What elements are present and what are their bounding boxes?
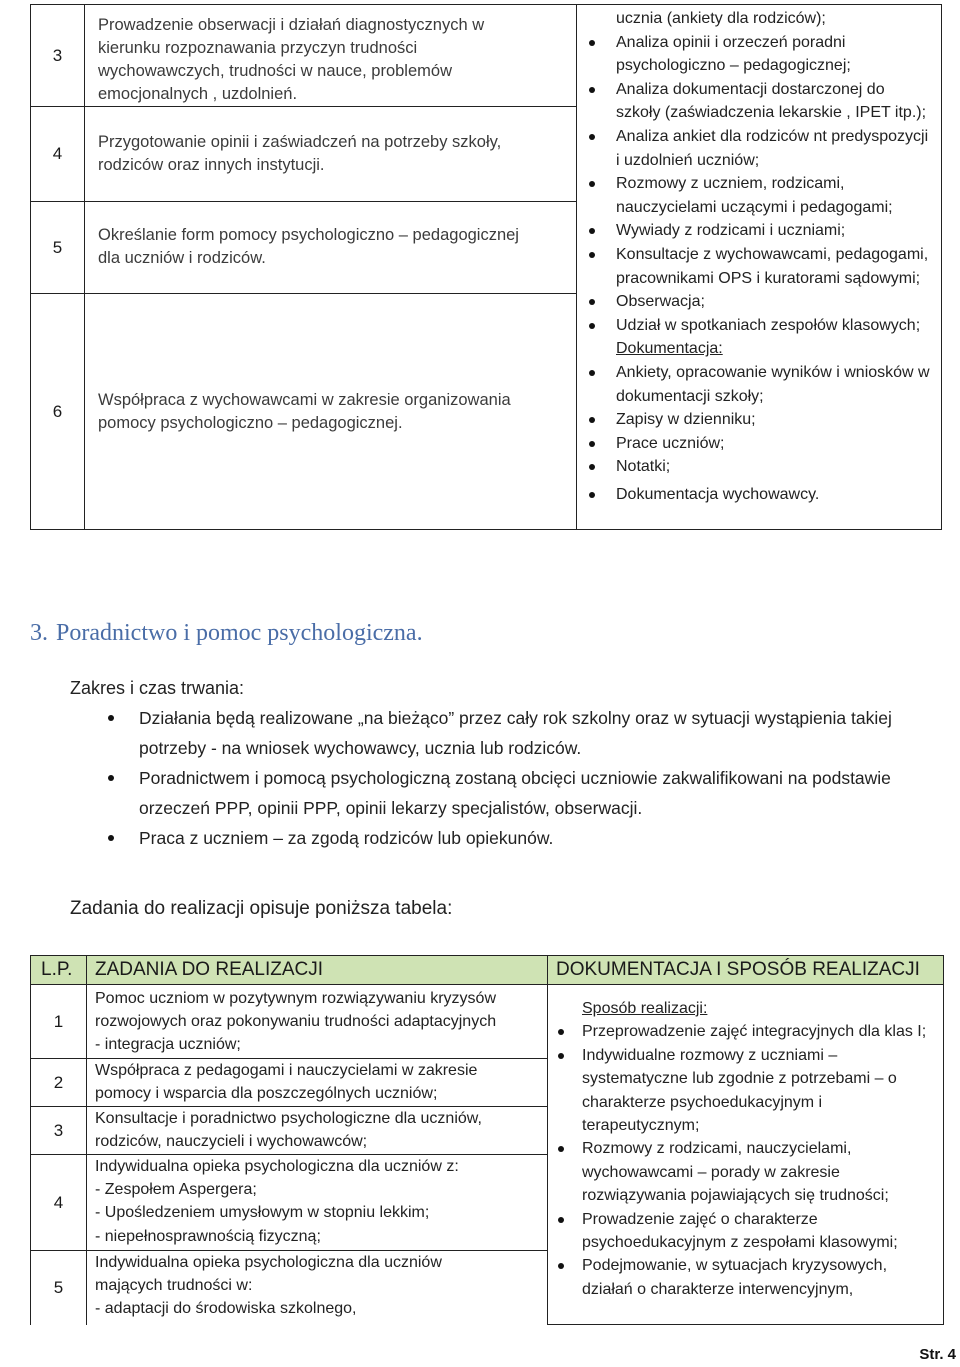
list-item: Ankiety, opracowanie wyników i wniosków w dokumentacji szkoły; bbox=[585, 361, 933, 408]
list-item: Przeprowadzenie zajęć integracyjnych dla klas I; bbox=[554, 1020, 935, 1043]
doc-list bbox=[585, 31, 933, 338]
row-number: 6 bbox=[31, 294, 85, 530]
task-line: - Upośledzeniem umysłowym w stopniu lekkim; bbox=[95, 1204, 430, 1222]
header-lp: L.P. bbox=[31, 956, 87, 985]
task-cell bbox=[87, 985, 548, 1059]
list-item: Dokumentacja wychowawcy. bbox=[585, 483, 933, 507]
list-item: Prowadzenie zajęć o charakterze psychoedukacyjnym z zespołami klasowymi; bbox=[554, 1208, 935, 1255]
table-row bbox=[31, 5, 942, 107]
section-heading bbox=[30, 620, 423, 647]
section-number: 3. bbox=[30, 620, 48, 646]
doc-heading: Dokumentacja: bbox=[616, 340, 723, 358]
task-line: rozwojowych oraz pokonywaniu trudności adaptacyjnych bbox=[95, 1013, 497, 1031]
page-number: Str. 4 bbox=[919, 1346, 956, 1363]
task-line: rodziców, nauczycieli i wychowawców; bbox=[95, 1133, 368, 1151]
list-item: Obserwacja; bbox=[585, 290, 933, 314]
section-title: Poradnictwo i pomoc psychologiczna. bbox=[56, 620, 423, 646]
task-line: pomocy i wsparcia dla poszczególnych uczniów; bbox=[95, 1085, 438, 1103]
task-line: - Zespołem Aspergera; bbox=[95, 1181, 257, 1199]
doc-list-2 bbox=[585, 361, 933, 507]
row-number: 5 bbox=[31, 1251, 87, 1325]
top-table bbox=[30, 4, 942, 530]
table-row bbox=[31, 985, 944, 1059]
list-item: Praca z uczniem – za zgodą rodziców lub opiekunów. bbox=[104, 823, 924, 853]
task-line: Współpraca z wychowawcami w zakresie organizowania bbox=[98, 390, 511, 409]
tasks-table bbox=[30, 955, 944, 1325]
task-line: dla uczniów i rodziców. bbox=[98, 249, 266, 267]
task-line: mających trudności w: bbox=[95, 1277, 253, 1295]
list-item: Zapisy w dzienniku; bbox=[585, 408, 933, 432]
task-line: wychowawczych, trudności w nauce, problemów bbox=[98, 62, 452, 80]
task-line: Indywidualna opieka psychologiczna dla uczniów bbox=[95, 1254, 442, 1271]
task-line: - niepełnosprawnością fizyczną; bbox=[95, 1227, 321, 1245]
row-number: 5 bbox=[31, 202, 85, 294]
task-line: - adaptacji do środowiska szkolnego, bbox=[95, 1300, 357, 1318]
task-line: Współpraca z pedagogami i nauczycielami w zakresie bbox=[95, 1062, 478, 1079]
task-line: kierunku rozpoznawania przyczyn trudności bbox=[98, 39, 418, 57]
row-number: 3 bbox=[31, 5, 85, 107]
list-item: Działania będą realizowane „na bieżąco” przez cały rok szkolny oraz w sytuacji wystąpienia takiej potrzeby - na wniosek wychowawcy, ucznia lub rodziców. bbox=[104, 703, 924, 763]
task-line: Konsultacje i poradnictwo psychologiczne dla uczniów, bbox=[95, 1110, 482, 1127]
list-item: Analiza dokumentacji dostarczonej do szkoły (zaświadczenia lekarskie , IPET itp.); bbox=[585, 78, 933, 125]
task-line: Określanie form pomocy psychologiczno – pedagogicznej bbox=[98, 226, 519, 244]
list-item: Notatki; bbox=[585, 455, 933, 479]
task-cell bbox=[87, 1059, 548, 1107]
table-header-row bbox=[31, 956, 944, 985]
list-item: Podejmowanie, w sytuacjach kryzysowych, działań o charakterze interwencyjnym, bbox=[554, 1254, 935, 1301]
list-item: Poradnictwem i pomocą psychologiczną zostaną obcięci uczniowie zakwalifikowani na podstawie orzeczeń PPP, opinii PPP, opinii lekarzy specjalistów, obserwacji. bbox=[104, 763, 924, 823]
task-line: Prowadzenie obserwacji i działań diagnostycznych w bbox=[98, 16, 485, 34]
task-cell bbox=[87, 1107, 548, 1155]
task-line: - integracja uczniów; bbox=[95, 1036, 241, 1054]
list-item: Rozmowy z rodzicami, nauczycielami, wychowawcami – porady w zakresie rozwiązywania pojawiających się trudności; bbox=[554, 1137, 935, 1207]
row-number: 2 bbox=[31, 1059, 87, 1107]
tasks-label: Zadania do realizacji opisuje poniższa tabela: bbox=[70, 898, 453, 919]
documentation-cell bbox=[548, 985, 944, 1325]
documentation-cell bbox=[577, 5, 942, 530]
list-item: Udział w spotkaniach zespołów klasowych; bbox=[585, 314, 933, 338]
task-line: Pomoc uczniom w pozytywnym rozwiązywaniu kryzysów bbox=[95, 990, 496, 1007]
list-item: Konsultacje z wychowawcami, pedagogami, pracownikami OPS i kuratorami sądowymi; bbox=[585, 243, 933, 290]
task-cell bbox=[87, 1251, 548, 1325]
row-number: 4 bbox=[31, 1155, 87, 1251]
task-line: pomocy psychologiczno – pedagogicznej. bbox=[98, 413, 403, 432]
list-item: Rozmowy z uczniem, rodzicami, nauczycielami uczącymi i pedagogami; bbox=[585, 172, 933, 219]
header-documentation: DOKUMENTACJA I SPOSÓB REALIZACJI bbox=[548, 956, 944, 985]
row-number: 1 bbox=[31, 985, 87, 1059]
list-item: Prace uczniów; bbox=[585, 432, 933, 456]
doc-heading: Sposób realizacji: bbox=[582, 1000, 708, 1017]
list-item: Analiza opinii i orzeczeń poradni psychologiczno – pedagogicznej; bbox=[585, 31, 933, 78]
task-cell bbox=[85, 107, 577, 202]
list-item: Indywidualne rozmowy z uczniami – systematyczne lub zgodnie z potrzebami – o charakterze psychoedukacyjnym i terapeutycznym; bbox=[554, 1044, 935, 1138]
task-line: Przygotowanie opinii i zaświadczeń na potrzeby szkoły, bbox=[98, 133, 502, 151]
header-tasks: ZADANIA DO REALIZACJI bbox=[87, 956, 548, 985]
task-cell bbox=[85, 5, 577, 107]
row-number: 4 bbox=[31, 107, 85, 202]
row-number: 3 bbox=[31, 1107, 87, 1155]
task-cell bbox=[87, 1155, 548, 1251]
task-line: Indywidualna opieka psychologiczna dla uczniów z: bbox=[95, 1158, 459, 1175]
doc-line: ucznia (ankiety dla rodziców); bbox=[616, 10, 826, 27]
scope-list bbox=[104, 703, 924, 853]
list-item: Wywiady z rodzicami i uczniami; bbox=[585, 219, 933, 243]
task-cell bbox=[85, 202, 577, 294]
task-cell bbox=[85, 294, 577, 530]
list-item: Analiza ankiet dla rodziców nt predyspozycji i uzdolnień uczniów; bbox=[585, 125, 933, 172]
task-line: emocjonalnych , uzdolnień. bbox=[98, 85, 298, 103]
scope-label: Zakres i czas trwania: bbox=[70, 678, 245, 698]
doc-list bbox=[554, 1020, 935, 1301]
task-line: rodziców oraz innych instytucji. bbox=[98, 156, 325, 174]
